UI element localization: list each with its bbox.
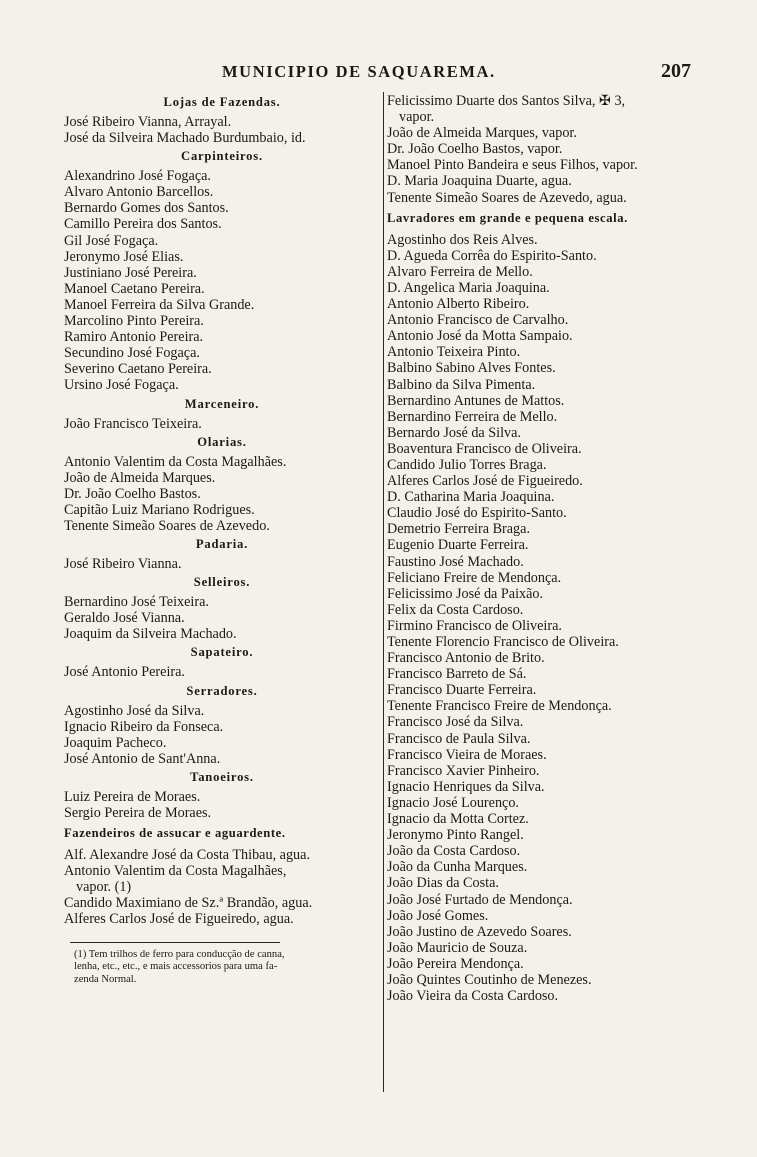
list-item: João Francisco Teixeira.	[64, 415, 202, 432]
list-item: Severino Caetano Pereira.	[64, 361, 212, 378]
list-lavradores	[387, 232, 699, 1005]
list-item: João de Almeida Marques.	[64, 469, 216, 486]
list-item: vapor.	[399, 109, 435, 126]
list-item: Antonio José da Motta Sampaio.	[387, 328, 573, 345]
list-lojas	[64, 114, 380, 146]
list-item: Secundino José Fogaça.	[64, 345, 200, 362]
section-heading-lavradores: Lavradores em grande e pequena escala.	[387, 210, 628, 225]
list-item: Manoel Pinto Bandeira e seus Filhos, vapor.	[387, 157, 638, 174]
list-item: Feliciano Freire de Mendonça.	[387, 569, 562, 586]
list-item: João Justino de Azevedo Soares.	[387, 923, 572, 940]
list-item: Alexandrino José Fogaça.	[64, 168, 211, 185]
list-item: Antonio Valentim da Costa Magalhães.	[64, 453, 287, 470]
list-item: Felicissimo Duarte dos Santos Silva, ✠ 3,	[387, 93, 626, 109]
list-olarias	[64, 454, 380, 534]
list-item: Ignacio Ribeiro da Fonseca.	[64, 718, 224, 735]
list-item: Dr. João Coelho Bastos, vapor.	[387, 141, 563, 158]
list-item: Tenente Florencio Francisco de Oliveira.	[387, 634, 619, 650]
list-item: José Ribeiro Vianna, Arrayal.	[64, 114, 232, 130]
list-item: Luiz Pereira de Moraes.	[64, 788, 201, 805]
page-title: MUNICIPIO DE SAQUAREMA.	[222, 62, 496, 81]
list-item: João Quintes Coutinho de Menezes.	[387, 971, 592, 988]
list-item: Alvaro Antonio Barcellos.	[64, 184, 214, 201]
list-item: João José Furtado de Mendonça.	[387, 891, 573, 908]
list-sapateiro	[64, 664, 380, 680]
list-item: Bernardino José Teixeira.	[64, 594, 209, 611]
section-heading-selleiros: Selleiros.	[193, 575, 251, 590]
section-heading-carpinteiros: Carpinteiros.	[181, 149, 263, 164]
list-marceneiro	[64, 416, 380, 432]
list-item: Alvaro Ferreira de Mello.	[387, 263, 533, 280]
list-item: José Ribeiro Vianna.	[64, 556, 182, 573]
list-selleiros	[64, 594, 380, 642]
list-item: Agostinho dos Reis Alves.	[387, 231, 538, 248]
list-item: Alferes Carlos José de Figueiredo.	[387, 473, 583, 490]
list-item: Joaquim Pacheco.	[64, 734, 167, 751]
list-carpinteiros	[64, 168, 380, 393]
list-item: Claudio José do Espirito-Santo.	[387, 505, 567, 522]
list-item: João de Almeida Marques, vapor.	[387, 125, 577, 142]
list-item: Bernardino Ferreira de Mello.	[387, 408, 558, 425]
section-heading-tanoeiros: Tanoeiros.	[190, 769, 254, 784]
list-item: Antonio Valentim da Costa Magalhães,	[64, 863, 287, 880]
list-item: Francisco Antonio de Brito.	[387, 650, 545, 667]
column-divider	[383, 92, 384, 1092]
list-item: José Antonio Pereira.	[64, 664, 185, 681]
list-item: vapor. (1)	[76, 879, 132, 896]
list-item: D. Catharina Maria Joaquina.	[387, 489, 555, 506]
list-item: Manoel Ferreira da Silva Grande.	[64, 296, 255, 313]
list-item: Francisco Barreto de Sá.	[387, 666, 527, 683]
section-heading-sapateiro: Sapateiro.	[190, 645, 254, 660]
section-heading-lojas: Lojas de Fazendas.	[163, 95, 281, 109]
list-item: Boaventura Francisco de Oliveira.	[387, 440, 582, 457]
list-item: Eugenio Duarte Ferreira.	[387, 537, 529, 554]
list-item: D. Angelica Maria Joaquina.	[387, 279, 550, 296]
footnote-line: zenda Normal.	[74, 973, 137, 985]
list-item: Felicissimo José da Paixão.	[387, 585, 544, 602]
footnote-line: lenha, etc., etc., e mais accessorios para uma fa-	[74, 961, 278, 973]
list-item: Firmino Francisco de Oliveira.	[387, 617, 562, 634]
list-item: Bernardo José da Silva.	[387, 424, 521, 441]
list-item: D. Maria Joaquina Duarte, agua.	[387, 173, 572, 190]
list-item: Antonio Teixeira Pinto.	[387, 344, 521, 361]
list-item: João da Costa Cardoso.	[387, 843, 521, 860]
list-item: João Pereira Mendonça.	[387, 955, 524, 972]
section-heading-olarias: Olarias.	[197, 434, 247, 449]
list-item: Francisco de Paula Silva.	[387, 730, 531, 747]
footnote-line: (1) Tem trilhos de ferro para conducção de canna,	[74, 948, 285, 960]
list-item: Francisco Xavier Pinheiro.	[387, 762, 540, 779]
list-item: Alferes Carlos José de Figueiredo, agua.	[64, 911, 294, 928]
list-item: Demetrio Ferreira Braga.	[387, 521, 530, 538]
list-item: Geraldo José Vianna.	[64, 610, 185, 627]
list-item: Antonio Alberto Ribeiro.	[387, 296, 530, 313]
list-item: Felix da Costa Cardoso.	[387, 601, 524, 618]
page-number: 207	[661, 60, 691, 82]
left-column	[64, 92, 380, 986]
list-item: Tenente Simeão Soares de Azevedo.	[64, 517, 270, 534]
list-item: Bernardo Gomes dos Santos.	[64, 200, 229, 217]
page-header	[0, 62, 757, 86]
list-item: Joaquim da Silveira Machado.	[64, 626, 237, 643]
list-item: Francisco Vieira de Moraes.	[387, 746, 547, 763]
section-heading-serradores: Serradores.	[186, 683, 258, 698]
list-item: D. Agueda Corrêa do Espirito-Santo.	[387, 247, 597, 264]
list-item: José da Silveira Machado Burdumbaio, id.	[64, 130, 306, 147]
footnote-rule	[70, 942, 280, 943]
section-heading-padaria: Padaria.	[195, 537, 249, 552]
list-item: Balbino da Silva Pimenta.	[387, 376, 536, 393]
list-fazendeiros-continued	[387, 93, 699, 206]
section-heading-fazendeiros: Fazendeiros de assucar e aguardente.	[64, 826, 286, 841]
list-item: Faustino José Machado.	[387, 553, 524, 570]
list-item: Camillo Pereira dos Santos.	[64, 216, 222, 233]
list-item: Gil José Fogaça.	[64, 232, 159, 249]
list-item: Dr. João Coelho Bastos.	[64, 485, 201, 502]
list-item: Capitão Luiz Mariano Rodrigues.	[64, 501, 255, 518]
list-item: Francisco Duarte Ferreira.	[387, 682, 537, 699]
list-item: Alf. Alexandre José da Costa Thibau, agua.	[64, 847, 310, 864]
list-item: Tenente Simeão Soares de Azevedo, agua.	[387, 189, 627, 206]
list-item: Tenente Francisco Freire de Mendonça.	[387, 698, 612, 715]
list-item: Jeronymo Pinto Rangel.	[387, 827, 524, 844]
right-column	[387, 93, 699, 1004]
list-item: Candido Maximiano de Sz.ª Brandão, agua.	[64, 895, 313, 912]
list-item: Sergio Pereira de Moraes.	[64, 805, 212, 821]
list-item: Justiniano José Pereira.	[64, 264, 197, 281]
footnote	[64, 949, 370, 987]
list-item: José Antonio de Sant'Anna.	[64, 750, 221, 767]
list-item: Ignacio José Lourenço.	[387, 794, 519, 811]
list-item: Antonio Francisco de Carvalho.	[387, 312, 569, 329]
list-item: Ursino José Fogaça.	[64, 377, 179, 394]
list-item: João Vieira da Costa Cardoso.	[387, 988, 559, 1005]
list-item: Manoel Caetano Pereira.	[64, 280, 205, 297]
list-item: Marcolino Pinto Pereira.	[64, 313, 204, 330]
list-item: Francisco José da Silva.	[387, 714, 524, 731]
list-serradores	[64, 703, 380, 767]
list-item: João Mauricio de Souza.	[387, 939, 528, 956]
list-item: João Dias da Costa.	[387, 875, 499, 892]
list-item: João José Gomes.	[387, 907, 489, 924]
list-item: Balbino Sabino Alves Fontes.	[387, 360, 556, 377]
section-heading-marceneiro: Marceneiro.	[184, 396, 260, 411]
list-item: Candido Julio Torres Braga.	[387, 456, 547, 473]
list-item: João da Cunha Marques.	[387, 859, 528, 876]
list-fazendeiros	[64, 847, 380, 927]
list-item: Ramiro Antonio Pereira.	[64, 329, 204, 346]
list-item: Ignacio da Motta Cortez.	[387, 811, 529, 828]
list-item: Ignacio Henriques da Silva.	[387, 778, 545, 795]
list-padaria	[64, 556, 380, 572]
list-item: Jeronymo José Elias.	[64, 248, 184, 265]
list-tanoeiros	[64, 789, 380, 821]
list-item: Bernardino Antunes de Mattos.	[387, 392, 565, 409]
list-item: Agostinho José da Silva.	[64, 702, 205, 719]
